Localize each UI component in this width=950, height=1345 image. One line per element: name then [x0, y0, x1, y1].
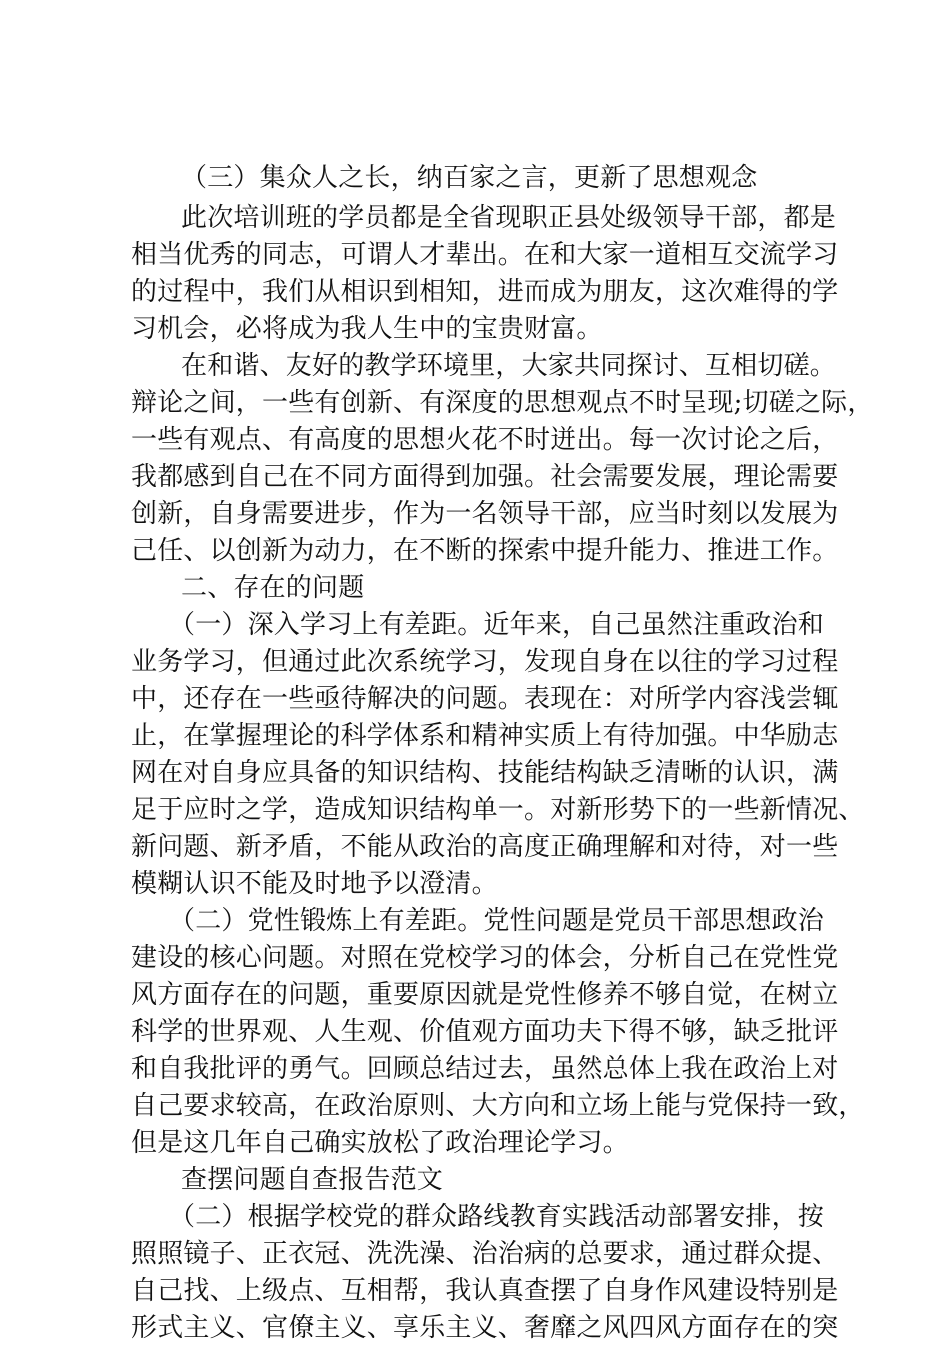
section-heading: 二、存在的问题	[181, 573, 365, 603]
paragraph-line: 和自我批评的勇气。回顾总结过去，虽然总体上我在政治上对	[131, 1054, 839, 1084]
paragraph-line: 自己找、上级点、互相帮，我认真查摆了自身作风建设特别是	[131, 1276, 839, 1306]
paragraph-line: 网在对自身应具备的知识结构、技能结构缺乏清晰的认识，满	[131, 758, 839, 788]
paragraph-line: 在和谐、友好的教学环境里，大家共同探讨、互相切磋。	[181, 351, 837, 381]
paragraph-line: 新问题、新矛盾，不能从政治的高度正确理解和对待，对一些	[131, 832, 839, 862]
paragraph-line: 一些有观点、有高度的思想火花不时迸出。每一次讨论之后，	[131, 425, 839, 455]
section-heading: 查摆问题自查报告范文	[181, 1165, 444, 1195]
paragraph-line: 业务学习，但通过此次系统学习，发现自身在以往的学习过程	[131, 647, 839, 677]
paragraph-line: 中，还存在一些亟待解决的问题。表现在：对所学内容浅尝辄	[131, 684, 839, 714]
paragraph-line: 习机会，必将成为我人生中的宝贵财富。	[131, 314, 603, 344]
paragraph-line: 科学的世界观、人生观、价值观方面功夫下得不够，缺乏批评	[131, 1017, 839, 1047]
paragraph-line: （一）深入学习上有差距。近年来，自己虽然注重政治和	[169, 610, 825, 640]
section-heading: （三）集众人之长，纳百家之言，更新了思想观念	[181, 163, 758, 193]
paragraph-line: （二）根据学校党的群众路线教育实践活动部署安排，按	[169, 1202, 825, 1232]
paragraph-line: 模糊认识不能及时地予以澄清。	[131, 869, 498, 899]
paragraph-line: 止，在掌握理论的科学体系和精神实质上有待加强。中华励志	[131, 721, 839, 751]
paragraph-line: 自己要求较高，在政治原则、大方向和立场上能与党保持一致，	[131, 1091, 865, 1121]
paragraph-line: 风方面存在的问题，重要原因就是党性修养不够自觉，在树立	[131, 980, 839, 1010]
paragraph-line: 我都感到自己在不同方面得到加强。社会需要发展，理论需要	[131, 462, 839, 492]
paragraph-line: 相当优秀的同志，可谓人才辈出。在和大家一道相互交流学习	[131, 240, 839, 270]
paragraph-line: （二）党性锻炼上有差距。党性问题是党员干部思想政治	[169, 906, 825, 936]
paragraph-line: 的过程中，我们从相识到相知，进而成为朋友，这次难得的学	[131, 277, 839, 307]
paragraph-line: 形式主义、官僚主义、享乐主义、奢靡之风四风方面存在的突	[131, 1313, 839, 1343]
paragraph-line: 足于应时之学，造成知识结构单一。对新形势下的一些新情况、	[131, 795, 865, 825]
paragraph-line: 此次培训班的学员都是全省现职正县处级领导干部，都是	[181, 203, 837, 233]
paragraph-line: 建设的核心问题。对照在党校学习的体会，分析自己在党性党	[131, 943, 839, 973]
paragraph-line: 辩论之间，一些有创新、有深度的思想观点不时呈现;切磋之际，	[131, 388, 874, 418]
paragraph-line: 照照镜子、正衣冠、洗洗澡、治治病的总要求，通过群众提、	[131, 1239, 839, 1269]
paragraph-line: 创新，自身需要进步，作为一名领导干部，应当时刻以发展为	[131, 499, 839, 529]
paragraph-line: 但是这几年自己确实放松了政治理论学习。	[131, 1128, 629, 1158]
paragraph-line: 己任、以创新为动力，在不断的探索中提升能力、推进工作。	[131, 536, 839, 566]
